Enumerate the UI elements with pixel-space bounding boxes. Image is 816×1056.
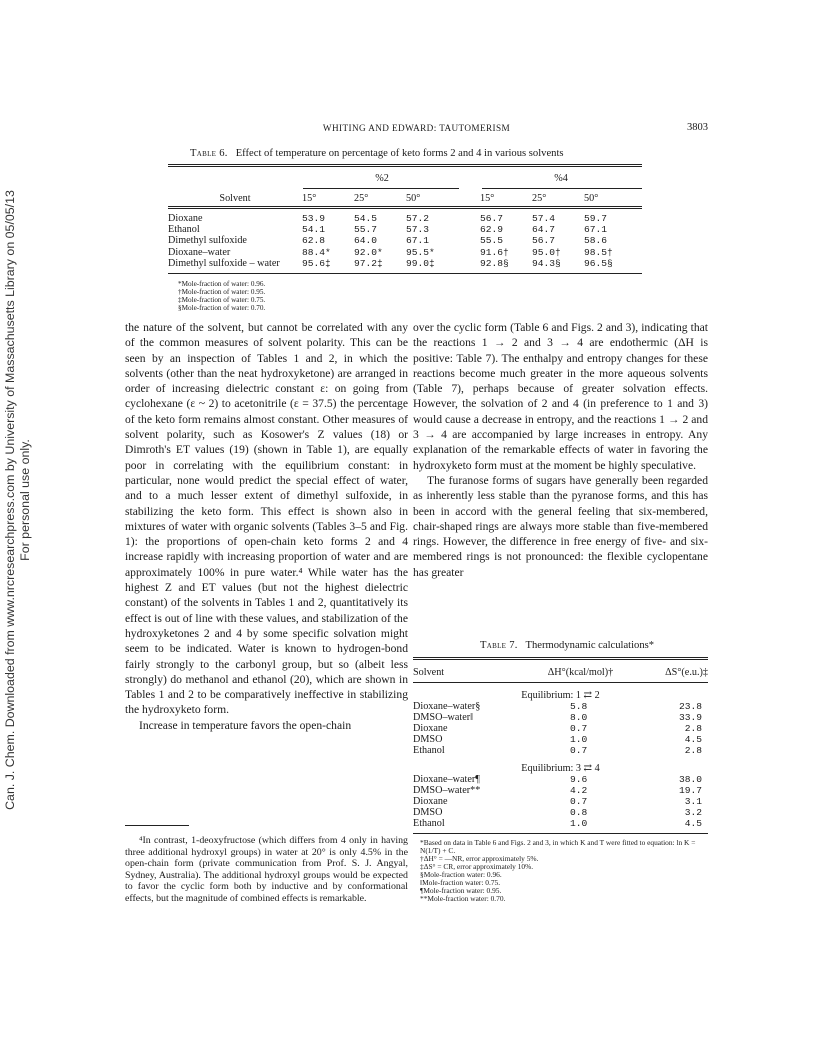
- table7-top-rule-2: [413, 659, 708, 660]
- table7-footnote: **Mole-fraction water: 0.70.: [420, 894, 506, 903]
- table6-cell: 54.1: [302, 224, 326, 236]
- table-row: [413, 786, 708, 797]
- table6-header-temp: 25°: [354, 192, 369, 204]
- table6-cell: 67.1: [406, 235, 430, 247]
- table7-footnote: †ΔH° = —NR, error approximately 5%.: [420, 854, 539, 863]
- page-header: [125, 122, 708, 136]
- table6-cell: 62.8: [302, 235, 326, 247]
- table7-solvent: Dioxane–water¶: [413, 774, 480, 786]
- table-row: [413, 819, 708, 830]
- table6-solvent: Dioxane: [168, 213, 203, 224]
- table6-cell: 56.7: [532, 235, 556, 247]
- table-row: [168, 235, 642, 246]
- table6-cell: 95.0†: [532, 246, 561, 258]
- table7-footnote: *Based on data in Table 6 and Figs. 2 and 3, in which K and T were fitted to equation: ln K = N(1/T) + C.: [420, 838, 696, 855]
- table6-cell: 95.6‡: [302, 257, 331, 269]
- running-title: WHITING AND EDWARD: TAUTOMERISM: [322, 123, 511, 133]
- table6-cell: 92.0*: [354, 246, 383, 258]
- right-paragraph-1: over the cyclic form (Table 6 and Figs. 2 and 3), indicating that the reactions 1 → 2 and 3 → 4 are endothermic (ΔH is positive: Table 7). The enthalpy and entropy changes for these reactions become much greater in the more aqueous solvents (Table 7), perhaps because of greater solvation effects. However, the solvation of 2 and 4 (in preference to 1 and 3) would cause a decrease in entropy, and the reactions 1 → 2 and 3 → 4 are accompanied by large increases in entropy. Any explanation of the remarkable effects of water in favoring the hydroxyketo form must at the moment be highly speculative.: [413, 321, 708, 472]
- table6-cell: 62.9: [480, 224, 504, 236]
- table7-cell: 2.8: [684, 722, 702, 734]
- table7-header-solvent: Solvent: [413, 666, 445, 678]
- table6-cell: 67.1: [584, 224, 608, 236]
- table6-header-rule: [168, 206, 642, 207]
- table6-title: Effect of temperature on percentage of keto forms 2 and 4 in various solvents: [235, 148, 564, 159]
- table6-footnote: ‡Mole-fraction of water: 0.75.: [178, 296, 266, 304]
- table7-cell: 5.8: [570, 700, 588, 712]
- table6-cell: 94.3§: [532, 257, 561, 269]
- table7-bottom-rule: [413, 833, 708, 834]
- table6-cell: 95.5*: [406, 246, 435, 258]
- table6-cell: 96.5§: [584, 257, 613, 269]
- table6-header-temp: 15°: [480, 192, 495, 204]
- table6-footnotes: [178, 280, 265, 312]
- right-column: [413, 320, 708, 580]
- table7-cell: 4.5: [684, 817, 702, 829]
- table6: [168, 172, 642, 269]
- table6-cell: 88.4*: [302, 246, 331, 258]
- table7-cell: 2.8: [684, 744, 702, 756]
- table-row: [413, 735, 708, 746]
- table7-title: Thermodynamic calculations*: [525, 640, 655, 651]
- table7-cell: 0.7: [570, 722, 588, 734]
- table6-cell: 56.7: [480, 213, 504, 224]
- table-row: [413, 808, 708, 819]
- table7-cell: 4.2: [570, 785, 588, 797]
- table7-cell: 23.8: [678, 700, 702, 712]
- table6-cell: 57.3: [406, 224, 430, 236]
- table6-footnote: *Mole-fraction of water: 0.96.: [178, 280, 266, 288]
- table7-cell: 1.0: [570, 733, 588, 745]
- table7-header-dh: ΔH°(kcal/mol)†: [547, 666, 614, 678]
- table7-footnote: ‖Mole-fraction water: 0.75.: [420, 878, 501, 887]
- table6-header-temp: 15°: [302, 192, 317, 204]
- table-row: [168, 258, 642, 269]
- table-row: [413, 746, 708, 757]
- table7-header-ds: ΔS°(e.u.)‡: [665, 666, 708, 678]
- table6-cell: 91.6†: [480, 246, 509, 258]
- table7-cell: 8.0: [570, 711, 588, 723]
- table6-label: Table 6.: [190, 148, 228, 159]
- table7-solvent: DMSO–water**: [413, 785, 481, 797]
- table-row: [413, 724, 708, 735]
- footnote-4: ⁴In contrast, 1-deoxyfructose (which differs from 4 only in having three additional hydroxyl groups) in water at 20° is only 4.5% in the open-chain form (private communication from Prof. S. J. Angyal, Sydney, Australia). The additional hydroxyl groups would be expected to favor the cyclic form both by inductive and by conformational effects, but the magnitude of combined effects is remarkable.: [125, 835, 408, 904]
- table6-group-rule: [303, 188, 459, 189]
- table7-solvent: Dioxane–water§: [413, 700, 481, 712]
- table7-cell: 19.7: [678, 785, 702, 797]
- table7-cell: 4.5: [684, 733, 702, 745]
- table7-solvent: DMSO: [413, 733, 443, 745]
- table6-header-solvent: Solvent: [219, 192, 251, 204]
- table7: [413, 665, 708, 830]
- table6-cell: 64.7: [532, 224, 556, 236]
- table7-top-rule: [413, 657, 708, 658]
- watermark-line-1: Can. J. Chem. Downloaded from www.nrcresearchpress.com by University of Massachusetts Library on 05/05/13: [3, 190, 17, 810]
- table7-cell: 33.9: [678, 711, 702, 723]
- table6-cell: 53.9: [302, 213, 326, 224]
- table7-cell: 3.2: [684, 807, 702, 819]
- table7-header-rule: [413, 682, 708, 683]
- download-watermark: [2, 90, 34, 910]
- table7-equilibrium-2: Equilibrium: 3 ⇄ 4: [521, 763, 600, 775]
- table6-header-temp: 50°: [584, 192, 599, 204]
- table-row: [168, 213, 642, 224]
- table-row: [168, 247, 642, 258]
- table7-solvent: Dioxane: [413, 722, 448, 734]
- table7-solvent: Dioxane: [413, 796, 448, 808]
- table7-caption: [480, 640, 654, 651]
- table6-solvent: Dioxane–water: [168, 246, 231, 258]
- table6-solvent: Ethanol: [168, 224, 200, 236]
- table7-cell: 38.0: [678, 774, 702, 786]
- table6-footnote: §Mole-fraction of water: 0.70.: [178, 304, 266, 312]
- footnote-rule: [125, 825, 189, 826]
- table6-cell: 57.2: [406, 213, 430, 224]
- table7-cell: 0.7: [570, 796, 588, 808]
- table6-top-rule: [168, 164, 642, 165]
- table6-header-rule-2: [168, 208, 642, 209]
- table7-footnotes: [420, 839, 710, 903]
- table7-cell: 0.8: [570, 807, 588, 819]
- left-paragraph-1: the nature of the solvent, but cannot be correlated with any of the common measures of solvent polarity. This can be seen by an inspection of Tables 1 and 2, in which the solvents (other than the neat hydroxyketone) are arranged in order of increasing dielectric constant ε: on going from cyclohexane (ε ~ 2) to acetonitrile (ε = 37.5) the percentage of the keto form remains almost constant. Other measures of solvent polarity, such as Kosower's Z values (18) or Dimroth's ET values (19) (shown in Table 1), are equally poor in correlating with the equilibrium constant: in particular, none would predict the special effect of water, and to a much lesser extent of dimethyl sulfoxide, in stabilizing the keto form. This effect is shown also in mixtures of water with organic solvents (Tables 3–5 and Fig. 1): the proportions of open-chain keto forms 2 and 4 increase rapidly with increasing proportion of water and are approximately 100% in pure water.⁴ While water has the highest Z and ET values (but not the highest dielectric constant) of the solvents in Tables 1 and 2, quantitatively its effect is out of line with these values, and stabilization of the hydroxyketones 2 and 4 by some specific solvation might seem to be indicated. Water is known to hydrogen-bond fairly strongly to the carbonyl group, but so (albeit less strongly) do methanol and ethanol (20), which are shown in Tables 1 and 2 to be comparatively ineffective in stabilizing the hydroxyketo form.: [125, 321, 408, 717]
- table7-equilibrium-1: Equilibrium: 1 ⇄ 2: [521, 690, 600, 701]
- table-row: [413, 797, 708, 808]
- watermark-line-2: For personal use only.: [18, 439, 32, 561]
- table6-bottom-rule: [168, 273, 642, 274]
- table6-cell: 58.6: [584, 235, 608, 247]
- table6-group-4: %4: [554, 173, 568, 185]
- table6-cell: 54.5: [354, 213, 378, 224]
- table6-group-rule: [482, 188, 642, 189]
- table6-caption: [190, 148, 564, 159]
- table7-solvent: Ethanol: [413, 744, 445, 756]
- table7-solvent: DMSO–water‖: [413, 711, 474, 723]
- table6-cell: 97.2‡: [354, 257, 383, 269]
- table6-cell: 55.5: [480, 235, 504, 247]
- left-paragraph-2: Increase in temperature favors the open-chain: [139, 718, 352, 732]
- table7-footnote: §Mole-fraction water: 0.96.: [420, 870, 502, 879]
- table-row: [168, 224, 642, 235]
- table7-solvent: Ethanol: [413, 817, 445, 829]
- table6-cell: 55.7: [354, 224, 378, 236]
- table6-cell: 99.0‡: [406, 257, 435, 269]
- table7-footnote: ¶Mole-fraction water: 0.95.: [420, 886, 502, 895]
- table7-label: Table 7.: [480, 640, 518, 651]
- right-paragraph-2: The furanose forms of sugars have generally been regarded as inherently less stable than the pyranose forms, and this has been in accord with the general feeling that six-membered, chair-shaped rings are always more stable than five-membered rings. However, the difference in free energy of five- and six-membered rings is not pronounced: the flexible cyclopentane has greater: [413, 473, 708, 579]
- table7-cell: 9.6: [570, 774, 588, 786]
- table6-cell: 92.8§: [480, 257, 509, 269]
- table7-solvent: DMSO: [413, 807, 443, 819]
- table6-solvent: Dimethyl sulfoxide: [168, 235, 247, 247]
- table7-cell: 1.0: [570, 817, 588, 829]
- table6-top-rule-2: [168, 166, 642, 167]
- table6-cell: 64.0: [354, 235, 378, 247]
- table6-cell: 59.7: [584, 213, 608, 224]
- page-number: 3803: [687, 122, 708, 133]
- table6-solvent: Dimethyl sulfoxide – water: [168, 257, 280, 269]
- table7-footnote: ‡ΔS° = CR, error approximately 10%.: [420, 862, 534, 871]
- left-column: [125, 320, 408, 733]
- table6-header-temp: 25°: [532, 192, 547, 204]
- table6-header-temp: 50°: [406, 192, 421, 204]
- table6-cell: 98.5†: [584, 246, 613, 258]
- table6-cell: 57.4: [532, 213, 556, 224]
- table7-cell: 0.7: [570, 744, 588, 756]
- table6-footnote: †Mole-fraction of water: 0.95.: [178, 288, 266, 296]
- table-row: [413, 713, 708, 724]
- table6-group-2: %2: [375, 173, 389, 185]
- table7-cell: 3.1: [684, 796, 702, 808]
